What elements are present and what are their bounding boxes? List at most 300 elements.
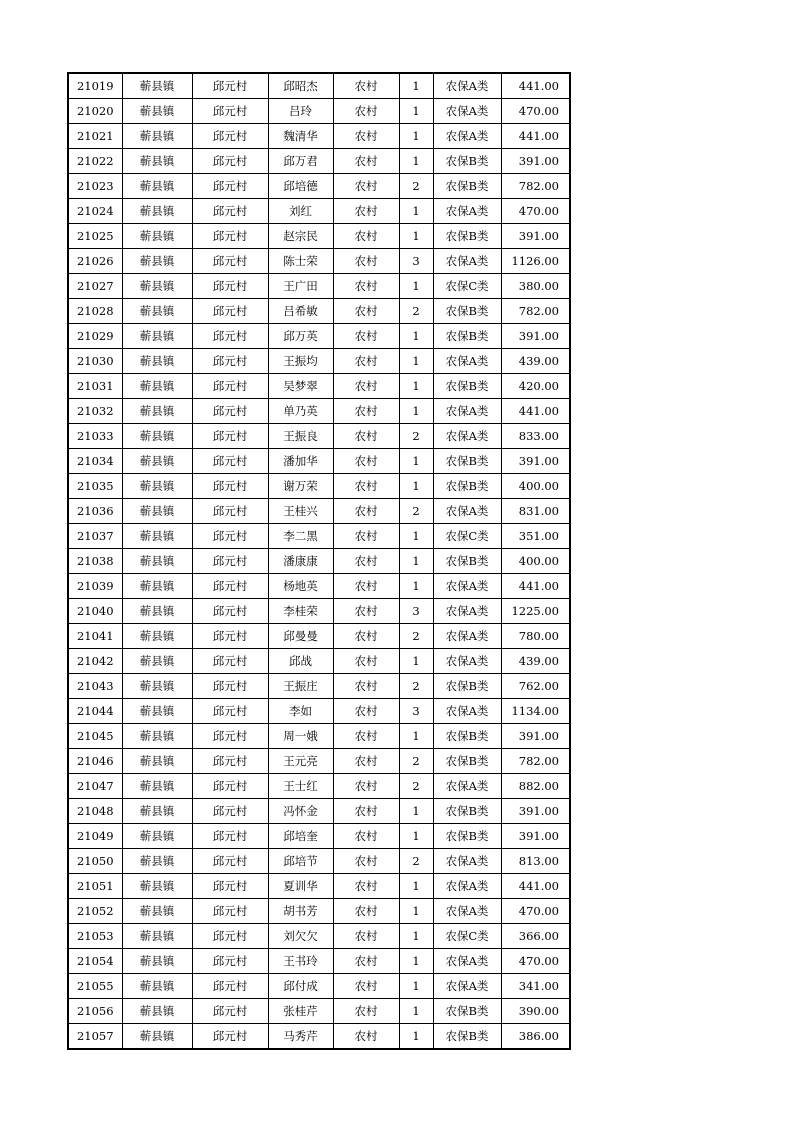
- area-type-cell: 农村: [333, 799, 399, 824]
- amount-cell: 386.00: [501, 1024, 570, 1050]
- area-type-cell: 农村: [333, 749, 399, 774]
- area-type-cell: 农村: [333, 574, 399, 599]
- record-id-cell: 21030: [68, 349, 122, 374]
- table-row: [68, 249, 570, 274]
- name-cell: 刘欠欠: [268, 924, 333, 949]
- amount-cell: 391.00: [501, 224, 570, 249]
- village-cell: 邱元村: [192, 199, 268, 224]
- household-size-cell: 1: [399, 199, 433, 224]
- insurance-class-cell: 农保A类: [433, 899, 501, 924]
- household-size-cell: 2: [399, 424, 433, 449]
- insurance-class-cell: 农保C类: [433, 924, 501, 949]
- name-cell: 王桂兴: [268, 499, 333, 524]
- household-size-cell: 2: [399, 174, 433, 199]
- town-cell: 蕲县镇: [122, 899, 192, 924]
- table-row: [68, 349, 570, 374]
- amount-cell: 1126.00: [501, 249, 570, 274]
- table-row: [68, 124, 570, 149]
- insurance-class-cell: 农保A类: [433, 124, 501, 149]
- village-cell: 邱元村: [192, 749, 268, 774]
- town-cell: 蕲县镇: [122, 774, 192, 799]
- village-cell: 邱元村: [192, 974, 268, 999]
- table-row: [68, 224, 570, 249]
- amount-cell: 833.00: [501, 424, 570, 449]
- insurance-class-cell: 农保B类: [433, 824, 501, 849]
- insurance-class-cell: 农保A类: [433, 399, 501, 424]
- amount-cell: 470.00: [501, 899, 570, 924]
- town-cell: 蕲县镇: [122, 649, 192, 674]
- household-size-cell: 1: [399, 124, 433, 149]
- insurance-class-cell: 农保C类: [433, 274, 501, 299]
- table-row: [68, 374, 570, 399]
- name-cell: 赵宗民: [268, 224, 333, 249]
- amount-cell: 391.00: [501, 449, 570, 474]
- household-size-cell: 1: [399, 549, 433, 574]
- village-cell: 邱元村: [192, 624, 268, 649]
- name-cell: 邱战: [268, 649, 333, 674]
- area-type-cell: 农村: [333, 949, 399, 974]
- amount-cell: 1225.00: [501, 599, 570, 624]
- amount-cell: 351.00: [501, 524, 570, 549]
- area-type-cell: 农村: [333, 324, 399, 349]
- household-size-cell: 1: [399, 274, 433, 299]
- table-row: [68, 824, 570, 849]
- record-id-cell: 21040: [68, 599, 122, 624]
- name-cell: 胡书芳: [268, 899, 333, 924]
- name-cell: 王振庄: [268, 674, 333, 699]
- amount-cell: 441.00: [501, 124, 570, 149]
- table-row: [68, 99, 570, 124]
- village-cell: 邱元村: [192, 149, 268, 174]
- insurance-class-cell: 农保A类: [433, 73, 501, 99]
- name-cell: 邱培德: [268, 174, 333, 199]
- area-type-cell: 农村: [333, 849, 399, 874]
- record-id-cell: 21055: [68, 974, 122, 999]
- town-cell: 蕲县镇: [122, 149, 192, 174]
- household-size-cell: 3: [399, 249, 433, 274]
- amount-cell: 391.00: [501, 324, 570, 349]
- town-cell: 蕲县镇: [122, 974, 192, 999]
- amount-cell: 831.00: [501, 499, 570, 524]
- area-type-cell: 农村: [333, 424, 399, 449]
- name-cell: 王书玲: [268, 949, 333, 974]
- area-type-cell: 农村: [333, 149, 399, 174]
- town-cell: 蕲县镇: [122, 549, 192, 574]
- record-id-cell: 21032: [68, 399, 122, 424]
- area-type-cell: 农村: [333, 699, 399, 724]
- household-size-cell: 1: [399, 224, 433, 249]
- village-cell: 邱元村: [192, 849, 268, 874]
- record-id-cell: 21045: [68, 724, 122, 749]
- village-cell: 邱元村: [192, 174, 268, 199]
- amount-cell: 400.00: [501, 549, 570, 574]
- table-row: [68, 649, 570, 674]
- amount-cell: 366.00: [501, 924, 570, 949]
- village-cell: 邱元村: [192, 674, 268, 699]
- town-cell: 蕲县镇: [122, 949, 192, 974]
- name-cell: 邱万英: [268, 324, 333, 349]
- table-row: [68, 449, 570, 474]
- village-cell: 邱元村: [192, 574, 268, 599]
- village-cell: 邱元村: [192, 899, 268, 924]
- record-id-cell: 21025: [68, 224, 122, 249]
- household-size-cell: 1: [399, 1024, 433, 1050]
- village-cell: 邱元村: [192, 549, 268, 574]
- name-cell: 冯怀金: [268, 799, 333, 824]
- household-size-cell: 1: [399, 799, 433, 824]
- household-size-cell: 1: [399, 724, 433, 749]
- name-cell: 邱培奎: [268, 824, 333, 849]
- area-type-cell: 农村: [333, 974, 399, 999]
- record-id-cell: 21024: [68, 199, 122, 224]
- village-cell: 邱元村: [192, 599, 268, 624]
- name-cell: 陈士荣: [268, 249, 333, 274]
- insurance-class-cell: 农保B类: [433, 674, 501, 699]
- area-type-cell: 农村: [333, 249, 399, 274]
- record-id-cell: 21047: [68, 774, 122, 799]
- record-id-cell: 21020: [68, 99, 122, 124]
- town-cell: 蕲县镇: [122, 724, 192, 749]
- name-cell: 邱曼曼: [268, 624, 333, 649]
- amount-cell: 782.00: [501, 174, 570, 199]
- village-cell: 邱元村: [192, 449, 268, 474]
- area-type-cell: 农村: [333, 899, 399, 924]
- area-type-cell: 农村: [333, 649, 399, 674]
- roster-table: [67, 72, 571, 1050]
- insurance-class-cell: 农保A类: [433, 599, 501, 624]
- amount-cell: 391.00: [501, 824, 570, 849]
- amount-cell: 439.00: [501, 649, 570, 674]
- insurance-class-cell: 农保B类: [433, 1024, 501, 1050]
- town-cell: 蕲县镇: [122, 599, 192, 624]
- name-cell: 王振良: [268, 424, 333, 449]
- record-id-cell: 21034: [68, 449, 122, 474]
- insurance-class-cell: 农保A类: [433, 574, 501, 599]
- household-size-cell: 1: [399, 449, 433, 474]
- area-type-cell: 农村: [333, 1024, 399, 1050]
- record-id-cell: 21033: [68, 424, 122, 449]
- village-cell: 邱元村: [192, 949, 268, 974]
- name-cell: 王士红: [268, 774, 333, 799]
- record-id-cell: 21022: [68, 149, 122, 174]
- insurance-class-cell: 农保B类: [433, 999, 501, 1024]
- household-size-cell: 1: [399, 949, 433, 974]
- town-cell: 蕲县镇: [122, 799, 192, 824]
- record-id-cell: 21052: [68, 899, 122, 924]
- name-cell: 潘加华: [268, 449, 333, 474]
- village-cell: 邱元村: [192, 324, 268, 349]
- insurance-class-cell: 农保A类: [433, 949, 501, 974]
- table-row: [68, 1024, 570, 1050]
- town-cell: 蕲县镇: [122, 849, 192, 874]
- record-id-cell: 21039: [68, 574, 122, 599]
- record-id-cell: 21044: [68, 699, 122, 724]
- name-cell: 吕玲: [268, 99, 333, 124]
- insurance-class-cell: 农保A类: [433, 349, 501, 374]
- record-id-cell: 21031: [68, 374, 122, 399]
- town-cell: 蕲县镇: [122, 874, 192, 899]
- village-cell: 邱元村: [192, 924, 268, 949]
- area-type-cell: 农村: [333, 399, 399, 424]
- record-id-cell: 21048: [68, 799, 122, 824]
- town-cell: 蕲县镇: [122, 299, 192, 324]
- village-cell: 邱元村: [192, 1024, 268, 1050]
- village-cell: 邱元村: [192, 399, 268, 424]
- insurance-class-cell: 农保B类: [433, 724, 501, 749]
- area-type-cell: 农村: [333, 874, 399, 899]
- table-row: [68, 799, 570, 824]
- record-id-cell: 21046: [68, 749, 122, 774]
- record-id-cell: 21057: [68, 1024, 122, 1050]
- insurance-class-cell: 农保A类: [433, 99, 501, 124]
- household-size-cell: 1: [399, 999, 433, 1024]
- record-id-cell: 21029: [68, 324, 122, 349]
- name-cell: 邱培节: [268, 849, 333, 874]
- household-size-cell: 1: [399, 524, 433, 549]
- area-type-cell: 农村: [333, 224, 399, 249]
- table-row: [68, 849, 570, 874]
- table-row: [68, 974, 570, 999]
- area-type-cell: 农村: [333, 674, 399, 699]
- village-cell: 邱元村: [192, 124, 268, 149]
- amount-cell: 813.00: [501, 849, 570, 874]
- household-size-cell: 1: [399, 824, 433, 849]
- insurance-class-cell: 农保A类: [433, 874, 501, 899]
- household-size-cell: 3: [399, 599, 433, 624]
- table-row: [68, 424, 570, 449]
- name-cell: 谢万荣: [268, 474, 333, 499]
- name-cell: 刘红: [268, 199, 333, 224]
- area-type-cell: 农村: [333, 274, 399, 299]
- insurance-class-cell: 农保B类: [433, 374, 501, 399]
- record-id-cell: 21027: [68, 274, 122, 299]
- name-cell: 魏清华: [268, 124, 333, 149]
- town-cell: 蕲县镇: [122, 924, 192, 949]
- household-size-cell: 1: [399, 374, 433, 399]
- amount-cell: 441.00: [501, 73, 570, 99]
- town-cell: 蕲县镇: [122, 274, 192, 299]
- insurance-class-cell: 农保B类: [433, 799, 501, 824]
- insurance-class-cell: 农保B类: [433, 324, 501, 349]
- amount-cell: 782.00: [501, 749, 570, 774]
- household-size-cell: 1: [399, 349, 433, 374]
- table-row: [68, 324, 570, 349]
- insurance-class-cell: 农保B类: [433, 474, 501, 499]
- name-cell: 马秀芹: [268, 1024, 333, 1050]
- insurance-class-cell: 农保A类: [433, 849, 501, 874]
- area-type-cell: 农村: [333, 349, 399, 374]
- name-cell: 邱付成: [268, 974, 333, 999]
- record-id-cell: 21021: [68, 124, 122, 149]
- amount-cell: 441.00: [501, 874, 570, 899]
- amount-cell: 441.00: [501, 399, 570, 424]
- insurance-class-cell: 农保B类: [433, 449, 501, 474]
- insurance-class-cell: 农保A类: [433, 649, 501, 674]
- table-row: [68, 699, 570, 724]
- village-cell: 邱元村: [192, 73, 268, 99]
- amount-cell: 470.00: [501, 199, 570, 224]
- village-cell: 邱元村: [192, 524, 268, 549]
- area-type-cell: 农村: [333, 599, 399, 624]
- amount-cell: 391.00: [501, 724, 570, 749]
- amount-cell: 400.00: [501, 474, 570, 499]
- table-row: [68, 774, 570, 799]
- record-id-cell: 21028: [68, 299, 122, 324]
- town-cell: 蕲县镇: [122, 73, 192, 99]
- household-size-cell: 1: [399, 924, 433, 949]
- table-row: [68, 624, 570, 649]
- name-cell: 李桂荣: [268, 599, 333, 624]
- town-cell: 蕲县镇: [122, 124, 192, 149]
- town-cell: 蕲县镇: [122, 524, 192, 549]
- record-id-cell: 21023: [68, 174, 122, 199]
- town-cell: 蕲县镇: [122, 1024, 192, 1050]
- table-row: [68, 73, 570, 99]
- table-row: [68, 924, 570, 949]
- amount-cell: 470.00: [501, 99, 570, 124]
- table-row: [68, 899, 570, 924]
- record-id-cell: 21051: [68, 874, 122, 899]
- area-type-cell: 农村: [333, 124, 399, 149]
- village-cell: 邱元村: [192, 699, 268, 724]
- area-type-cell: 农村: [333, 824, 399, 849]
- insurance-class-cell: 农保B类: [433, 174, 501, 199]
- village-cell: 邱元村: [192, 724, 268, 749]
- amount-cell: 420.00: [501, 374, 570, 399]
- household-size-cell: 3: [399, 699, 433, 724]
- town-cell: 蕲县镇: [122, 424, 192, 449]
- town-cell: 蕲县镇: [122, 249, 192, 274]
- town-cell: 蕲县镇: [122, 324, 192, 349]
- town-cell: 蕲县镇: [122, 399, 192, 424]
- town-cell: 蕲县镇: [122, 174, 192, 199]
- table-body: [68, 73, 570, 1049]
- insurance-class-cell: 农保A类: [433, 624, 501, 649]
- village-cell: 邱元村: [192, 649, 268, 674]
- village-cell: 邱元村: [192, 799, 268, 824]
- name-cell: 王振均: [268, 349, 333, 374]
- area-type-cell: 农村: [333, 549, 399, 574]
- area-type-cell: 农村: [333, 99, 399, 124]
- household-size-cell: 2: [399, 299, 433, 324]
- village-cell: 邱元村: [192, 874, 268, 899]
- area-type-cell: 农村: [333, 474, 399, 499]
- amount-cell: 762.00: [501, 674, 570, 699]
- village-cell: 邱元村: [192, 299, 268, 324]
- name-cell: 杨地英: [268, 574, 333, 599]
- table-row: [68, 499, 570, 524]
- household-size-cell: 1: [399, 574, 433, 599]
- household-size-cell: 1: [399, 649, 433, 674]
- table-row: [68, 149, 570, 174]
- insurance-class-cell: 农保A类: [433, 774, 501, 799]
- village-cell: 邱元村: [192, 824, 268, 849]
- amount-cell: 1134.00: [501, 699, 570, 724]
- area-type-cell: 农村: [333, 73, 399, 99]
- name-cell: 李如: [268, 699, 333, 724]
- record-id-cell: 21019: [68, 73, 122, 99]
- amount-cell: 782.00: [501, 299, 570, 324]
- name-cell: 夏训华: [268, 874, 333, 899]
- town-cell: 蕲县镇: [122, 99, 192, 124]
- table-row: [68, 999, 570, 1024]
- area-type-cell: 农村: [333, 924, 399, 949]
- town-cell: 蕲县镇: [122, 199, 192, 224]
- amount-cell: 780.00: [501, 624, 570, 649]
- area-type-cell: 农村: [333, 999, 399, 1024]
- name-cell: 潘康康: [268, 549, 333, 574]
- town-cell: 蕲县镇: [122, 474, 192, 499]
- household-size-cell: 1: [399, 899, 433, 924]
- area-type-cell: 农村: [333, 774, 399, 799]
- household-size-cell: 1: [399, 324, 433, 349]
- household-size-cell: 1: [399, 399, 433, 424]
- area-type-cell: 农村: [333, 724, 399, 749]
- village-cell: 邱元村: [192, 499, 268, 524]
- name-cell: 李二黑: [268, 524, 333, 549]
- area-type-cell: 农村: [333, 449, 399, 474]
- town-cell: 蕲县镇: [122, 574, 192, 599]
- household-size-cell: 1: [399, 974, 433, 999]
- town-cell: 蕲县镇: [122, 999, 192, 1024]
- table-row: [68, 574, 570, 599]
- household-size-cell: 2: [399, 849, 433, 874]
- area-type-cell: 农村: [333, 199, 399, 224]
- insurance-class-cell: 农保A类: [433, 699, 501, 724]
- village-cell: 邱元村: [192, 474, 268, 499]
- insurance-class-cell: 农保C类: [433, 524, 501, 549]
- insurance-class-cell: 农保A类: [433, 249, 501, 274]
- town-cell: 蕲县镇: [122, 699, 192, 724]
- table-row: [68, 274, 570, 299]
- insurance-class-cell: 农保A类: [433, 199, 501, 224]
- name-cell: 邱昭杰: [268, 73, 333, 99]
- record-id-cell: 21037: [68, 524, 122, 549]
- record-id-cell: 21035: [68, 474, 122, 499]
- name-cell: 单乃英: [268, 399, 333, 424]
- area-type-cell: 农村: [333, 174, 399, 199]
- record-id-cell: 21043: [68, 674, 122, 699]
- insurance-class-cell: 农保B类: [433, 299, 501, 324]
- record-id-cell: 21038: [68, 549, 122, 574]
- table-row: [68, 399, 570, 424]
- insurance-class-cell: 农保B类: [433, 149, 501, 174]
- insurance-class-cell: 农保A类: [433, 974, 501, 999]
- area-type-cell: 农村: [333, 374, 399, 399]
- amount-cell: 341.00: [501, 974, 570, 999]
- household-size-cell: 1: [399, 474, 433, 499]
- village-cell: 邱元村: [192, 274, 268, 299]
- household-size-cell: 1: [399, 149, 433, 174]
- town-cell: 蕲县镇: [122, 224, 192, 249]
- record-id-cell: 21056: [68, 999, 122, 1024]
- name-cell: 邱万君: [268, 149, 333, 174]
- amount-cell: 391.00: [501, 799, 570, 824]
- amount-cell: 390.00: [501, 999, 570, 1024]
- village-cell: 邱元村: [192, 224, 268, 249]
- amount-cell: 470.00: [501, 949, 570, 974]
- name-cell: 王元亮: [268, 749, 333, 774]
- town-cell: 蕲县镇: [122, 449, 192, 474]
- village-cell: 邱元村: [192, 99, 268, 124]
- insurance-class-cell: 农保A类: [433, 424, 501, 449]
- area-type-cell: 农村: [333, 499, 399, 524]
- table-row: [68, 874, 570, 899]
- name-cell: 周一娥: [268, 724, 333, 749]
- household-size-cell: 1: [399, 874, 433, 899]
- town-cell: 蕲县镇: [122, 374, 192, 399]
- area-type-cell: 农村: [333, 624, 399, 649]
